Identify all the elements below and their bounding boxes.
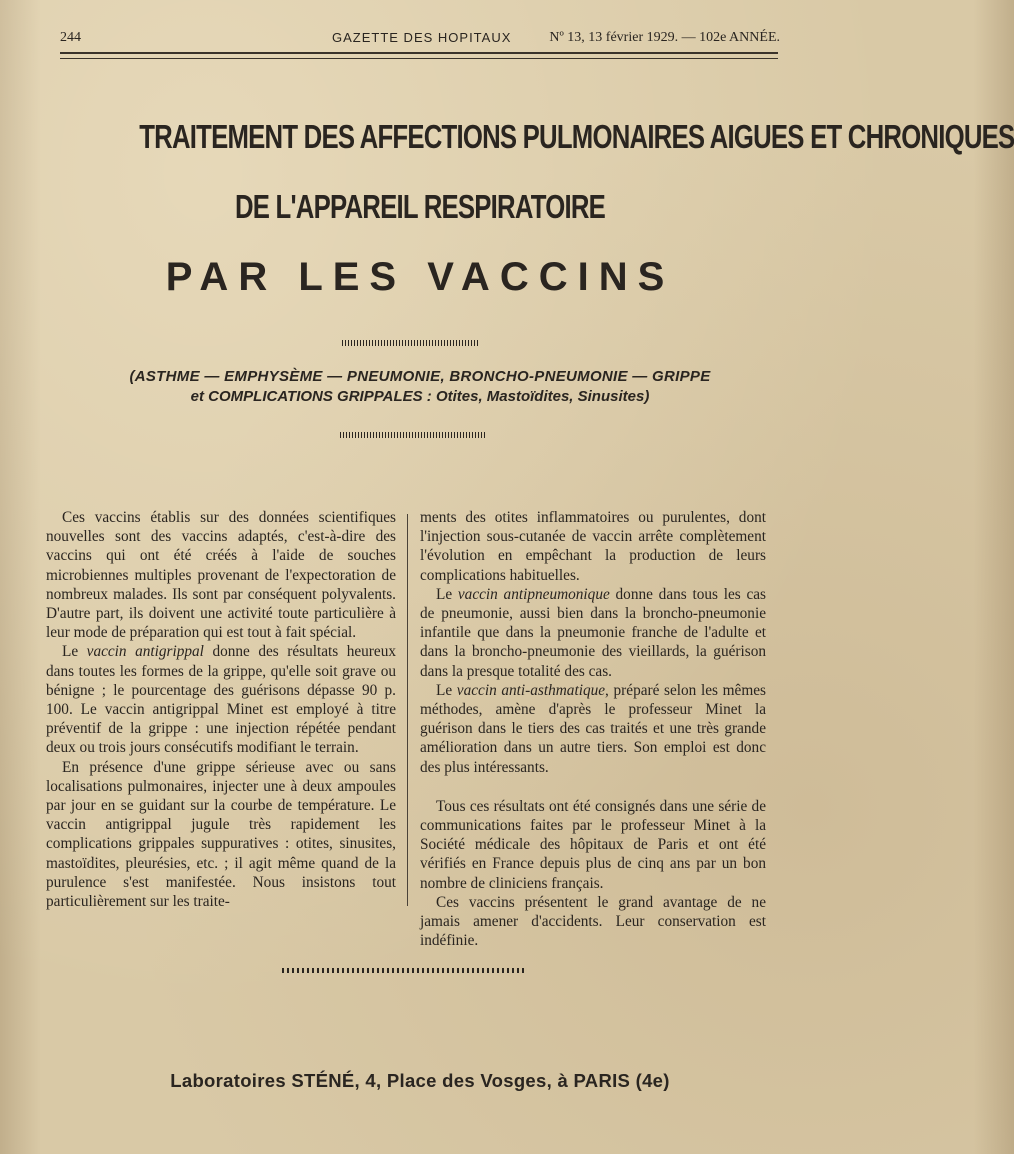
laboratory-address: Laboratoires STÉNÉ, 4, Place des Vosges, à PARIS (4e) — [170, 1070, 670, 1091]
ornament-divider — [340, 432, 486, 438]
title-line-2: DE L'APPAREIL RESPIRATOIRE — [234, 188, 606, 225]
subtitle-line-1: (ASTHME — EMPHYSÈME — PNEUMONIE, BRONCHO-PNEUMONIE — GRIPPE — [129, 368, 711, 385]
ornament-divider — [342, 340, 480, 346]
journal-title: GAZETTE DES HOPITAUX — [332, 30, 512, 45]
right-column — [420, 508, 766, 950]
header-rule-thin — [60, 58, 778, 59]
title-line-1: TRAITEMENT DES AFFECTIONS PULMONAIRES AIGUES ET CHRONIQUES — [139, 118, 1014, 155]
header-rule — [60, 52, 778, 54]
subtitle-line-2: et COMPLICATIONS GRIPPALES : Otites, Mastoïdites, Sinusites) — [190, 388, 650, 405]
paragraph: Tous ces résultats ont été consignés dans une série de communications faites par le professeur Minet à la Société médicale des hôpitaux de Paris et ont été vérifiés en France depuis plus de cinq ans par un bon nombre de cliniciens français. — [420, 797, 766, 892]
paragraph: ments des otites inflammatoires ou purulentes, dont l'injection sous-cutanée de vaccin arrête complètement l'évolution en empêchant la production de leurs complications habituelles. — [420, 509, 766, 584]
column-divider — [407, 514, 408, 906]
paragraph: Ces vaccins établis sur des données scientifiques nouvelles sont des vaccins adaptés, c'est-à-dire des vaccins qui ont été créés à l'aide de souches microbiennes multiples provenant de l'expectoration de nombreux malades. Ils sont par conséquent polyvalents. D'autre part, ils doivent une activité toute particulière à leur mode de préparation qui est tout à fait spécial. — [46, 509, 396, 642]
paragraph: Ces vaccins présentent le grand avantage de ne jamais amener d'accidents. Leur conservation est indéfinie. — [420, 893, 766, 950]
ornament-divider — [282, 968, 524, 973]
paragraph: Le vaccin anti-asthmatique, préparé selon les mêmes méthodes, amène d'après le professeur Minet la guérison dans le tiers des cas traités et une très grande amélioration dans un autre tiers. Son emploi est donc des plus intéressants. — [420, 681, 766, 776]
page-header — [60, 28, 780, 50]
paragraph: En présence d'une grippe sérieuse avec ou sans localisations pulmonaires, injecter une à deux ampoules par jour en se guidant sur la courbe de température. Le vaccin antigrippal jugule très rapidement les complications grippales suppuratives : otites, sinusites, mastoïdites, pleurésies, etc. ; il agit même quand de la purulence s'est manifestée. Nous insistons tout particulièrement sur les traite- — [46, 758, 396, 911]
paragraph: Le vaccin antipneumonique donne dans tous les cas de pneumonie, aussi bien dans la broncho-pneumonie infantile que dans la pneumonie franche de l'adulte et dans la broncho-pneumonie des vieillards, la guérison dans la presque totalité des cas. — [420, 585, 766, 680]
left-column — [46, 508, 396, 911]
page-number: 244 — [60, 30, 81, 45]
paragraph: Le vaccin antigrippal donne des résultats heureux dans toutes les formes de la grippe, qu'elle soit grave ou bénigne ; le pourcentage des guérisons dépasse 90 p. 100. Le vaccin antigrippal Minet est employé à titre préventif de la grippe : une injection répétée pendant deux ou trois jours consécutifs modifiant le terrain. — [46, 643, 396, 757]
issue-info: Nº 13, 13 février 1929. — 102e ANNÉE. — [549, 30, 780, 45]
title-line-3: PAR LES VACCINS — [165, 255, 675, 299]
